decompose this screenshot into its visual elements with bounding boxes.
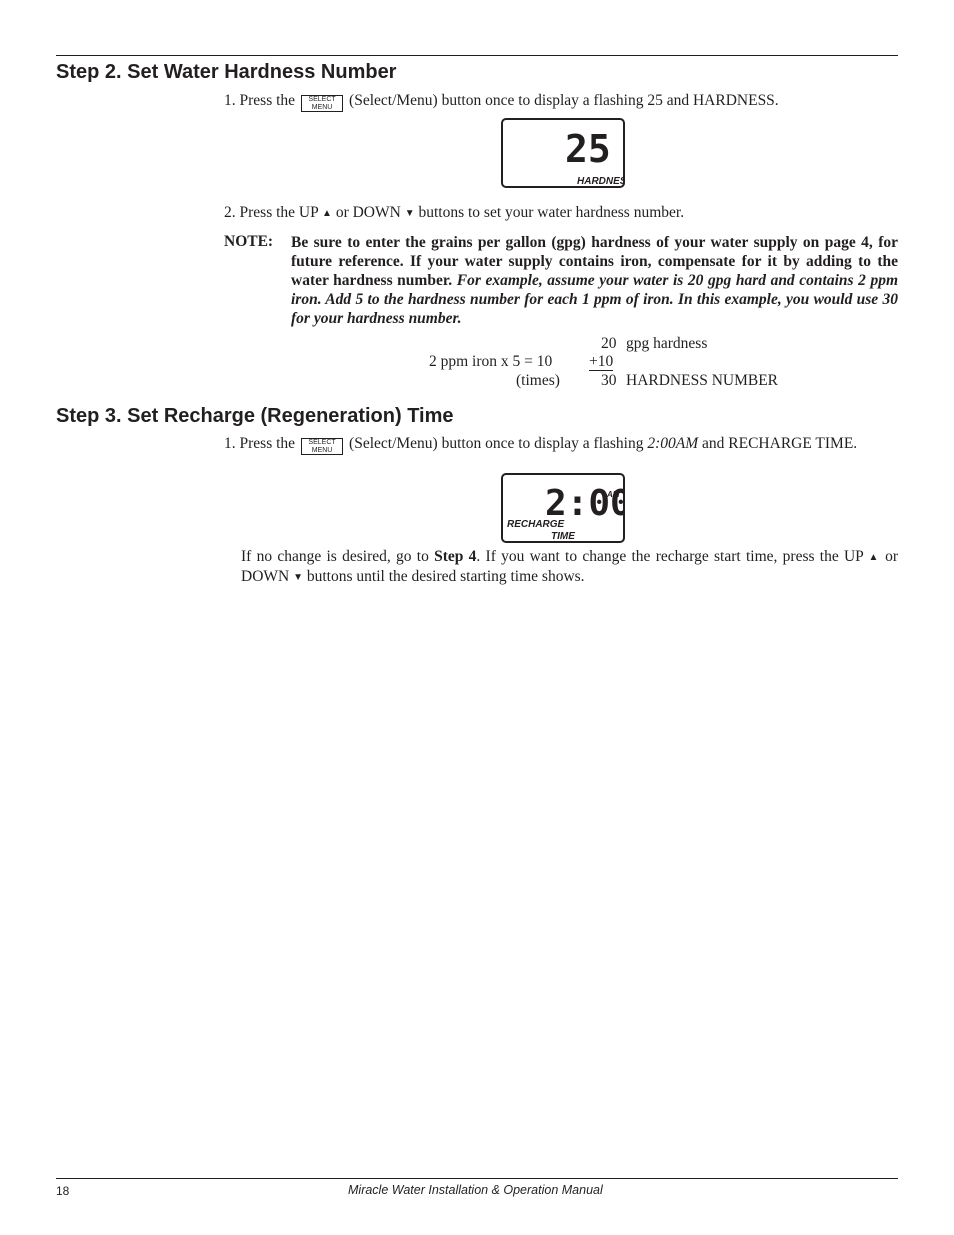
calc-row1-label: gpg hardness <box>626 335 708 352</box>
calc-row1-value: 20 <box>601 335 617 352</box>
lcd-time-digits: 2:00 <box>545 483 623 524</box>
lcd-hardness-display <box>501 118 625 188</box>
lcd-ampm: AM <box>607 490 620 499</box>
calc-row3-value: 30 <box>601 372 617 389</box>
lcd-hardness-graphic <box>503 120 623 186</box>
note-label: NOTE: <box>224 233 274 250</box>
calc-row2-expr: 2 ppm iron x 5 = 10 <box>429 353 553 370</box>
lcd-label: HARDNE <box>577 176 620 186</box>
lcd-recharge-graphic <box>503 475 623 541</box>
lcd-recharge-display <box>501 473 625 543</box>
note-italic: For example, assume your water is 20 gpg hard and contains 2 ppm iron. Add 5 to the hardness number for each 1 ppm of iron. In this example, you would use 30 for your hardness number. <box>291 272 898 327</box>
down-arrow-icon: ▼ <box>404 208 415 219</box>
down-arrow-icon: ▼ <box>293 572 303 583</box>
step2-item2: 2. Press the UP ▲ or DOWN ▼ buttons to set your water hardness number. <box>224 204 685 221</box>
select-menu-button-icon: SELECT MENU <box>301 438 343 455</box>
calc-row2-value: +10 <box>589 353 614 370</box>
lcd-digits: 25 <box>565 127 611 171</box>
calc-row3-note: (times) <box>516 372 560 389</box>
note-body <box>291 233 898 328</box>
up-arrow-icon: ▲ <box>322 208 332 219</box>
top-rule <box>56 55 898 56</box>
step2-item1: 1. Press the SELECT MENU (Select/Menu) button once to display a flashing 25 and HARDNESS. <box>224 92 779 111</box>
select-menu-button-icon: SELECT MENU <box>301 95 343 112</box>
footer-rule <box>56 1178 898 1179</box>
step3-item1: 1. Press the SELECT MENU (Select/Menu) button once to display a flashing 2:00AM and RECHARGE TIME. <box>224 435 858 454</box>
note-bold: Be sure to enter the grains per gallon (gpg) hardness of your water supply on page 4, for future reference. If your water supply contains iron, compensate for it by adding to the water hardness number. <box>291 234 898 289</box>
lcd-time-label: TIME <box>551 531 575 541</box>
step3-paragraph: If no change is desired, go to Step 4. If you want to change the recharge start time, press the UP ▲ or DOWN ▼ buttons until the desired starting time shows. <box>241 548 898 585</box>
up-arrow-icon: ▲ <box>868 552 880 563</box>
lcd-recharge-label: RECHARGE <box>507 519 565 530</box>
step3-heading: Step 3. Set Recharge (Regeneration) Time <box>56 405 454 427</box>
page-number: 18 <box>56 1184 70 1198</box>
calc-row3-label: HARDNESS NUMBER <box>626 372 779 389</box>
footer-title: Miracle Water Installation & Operation Manual <box>348 1183 603 1197</box>
step2-heading: Step 2. Set Water Hardness Number <box>56 61 397 83</box>
